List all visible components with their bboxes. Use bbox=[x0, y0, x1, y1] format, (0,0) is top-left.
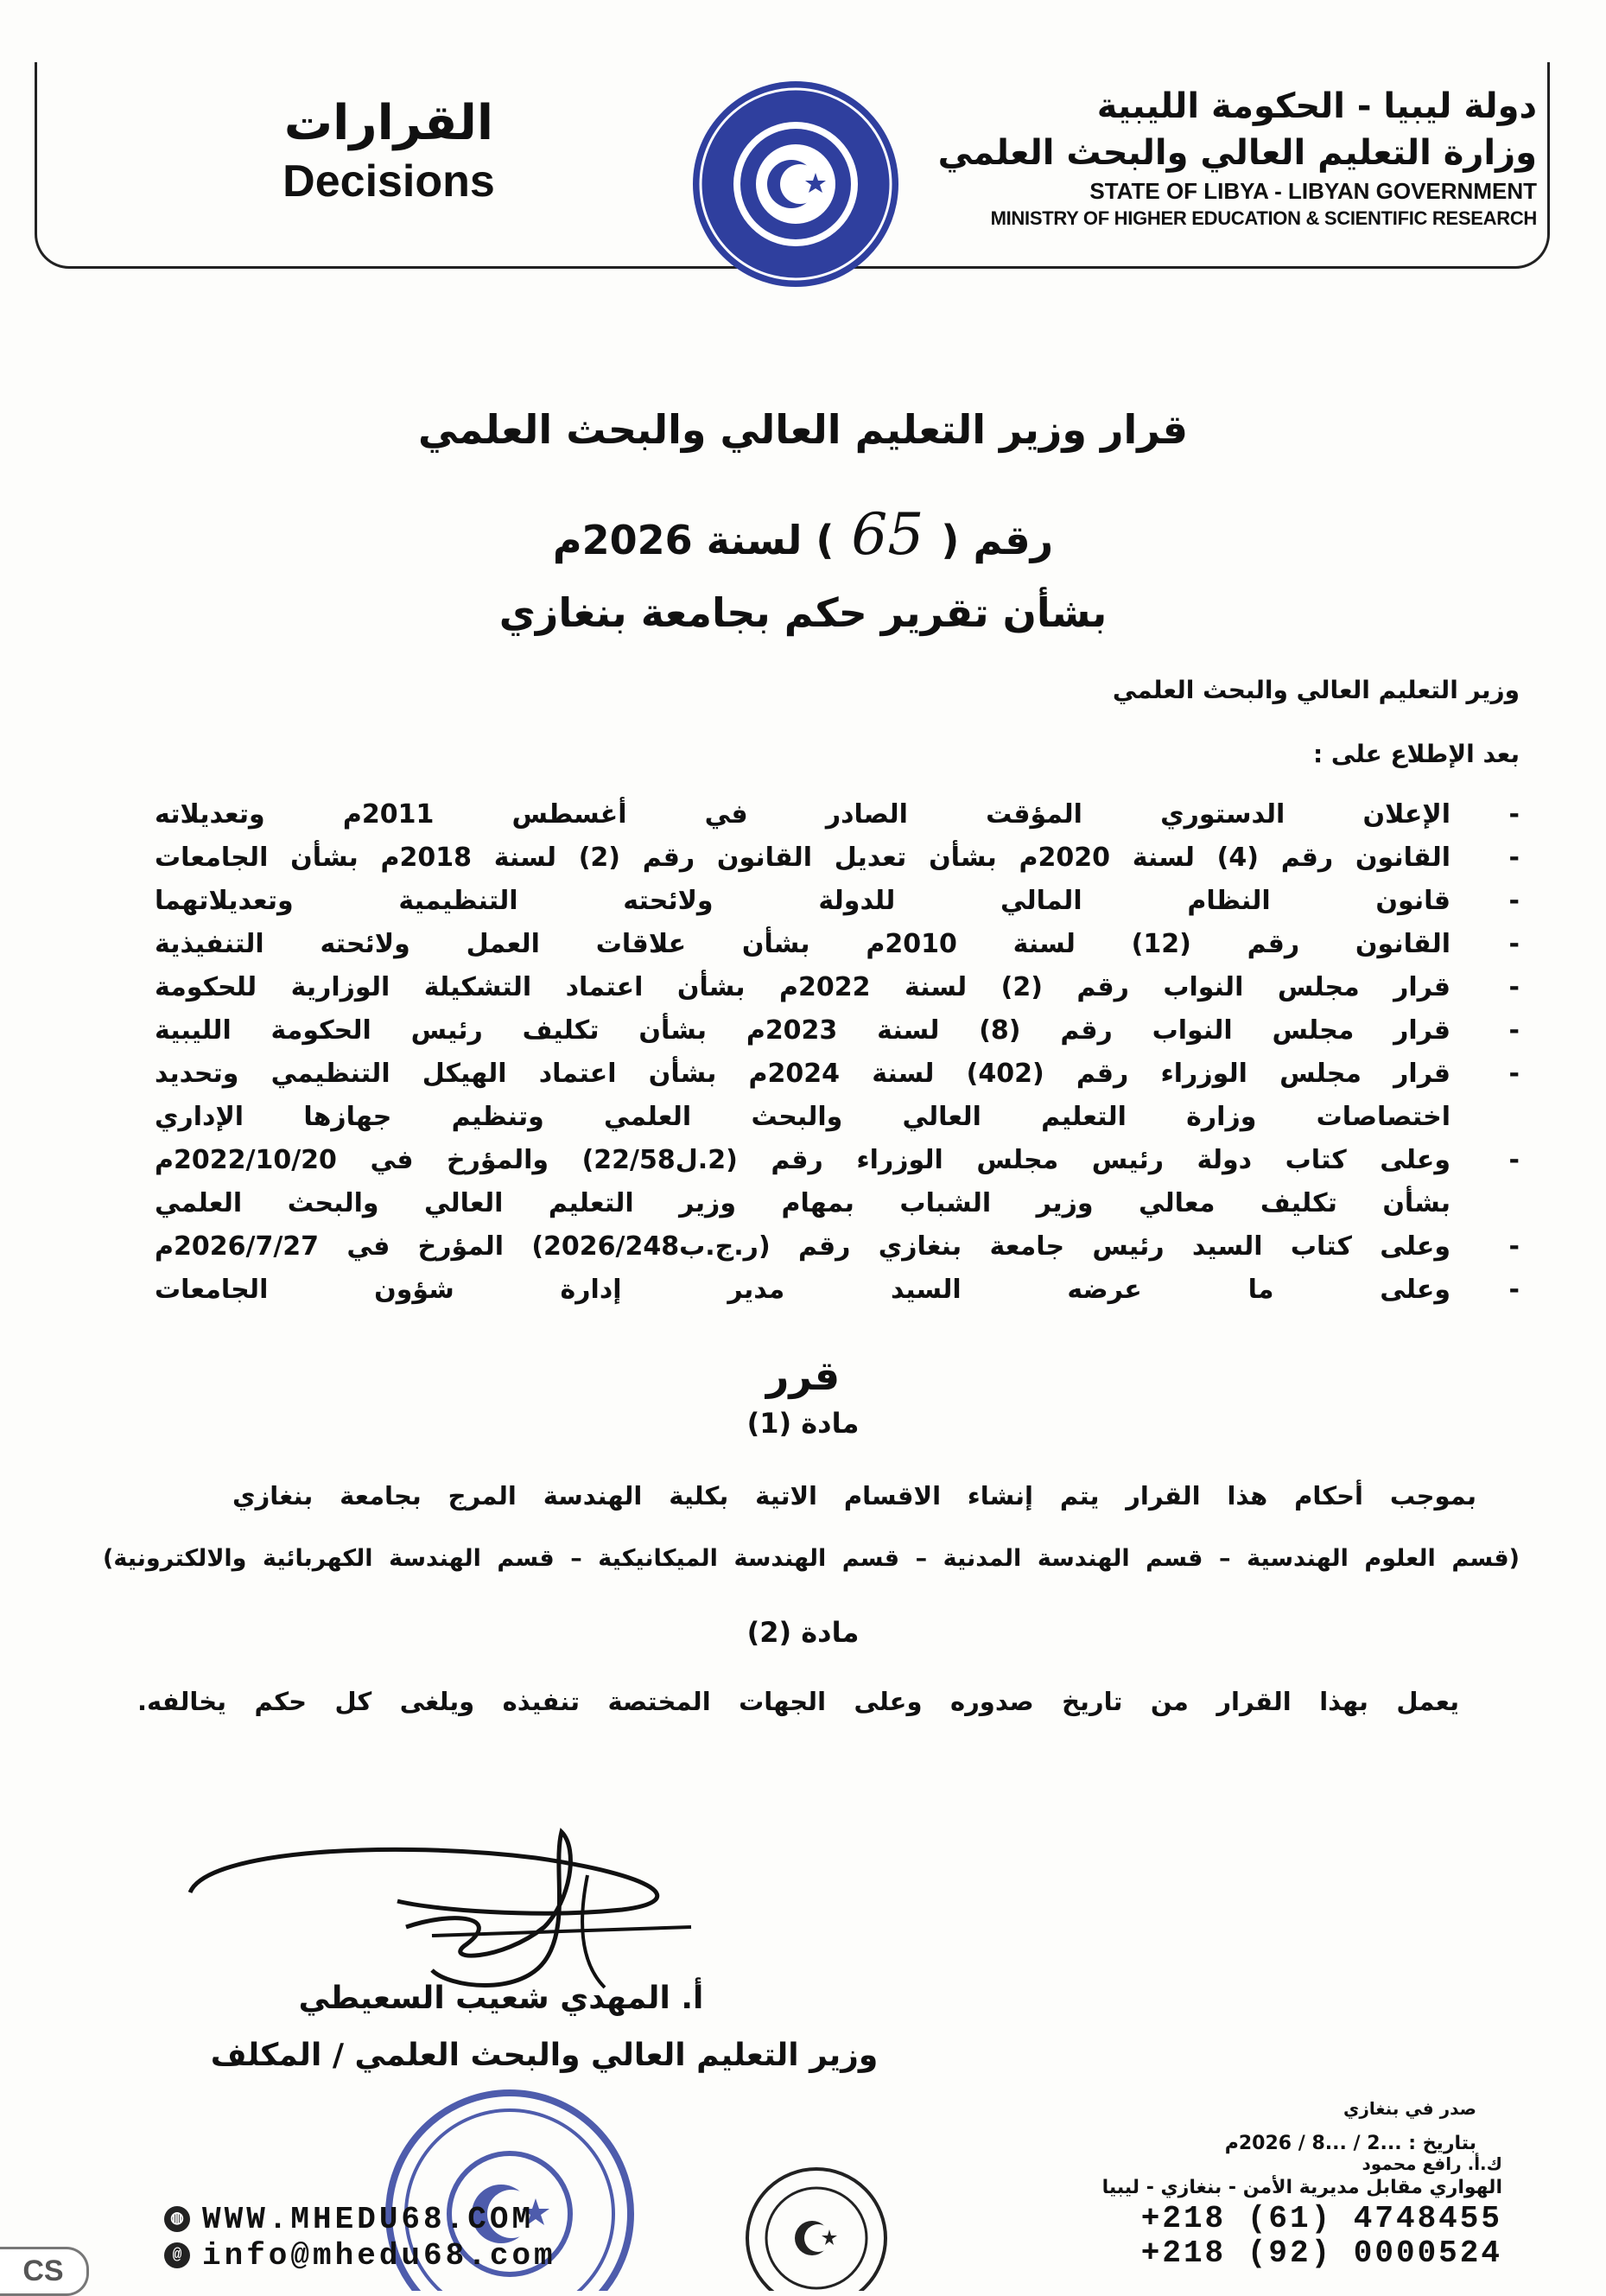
state-name-english: STATE OF LIBYA - LIBYAN GOVERNMENT bbox=[1089, 178, 1537, 204]
list-item: - القانون رقم (4) لسنة 2020م بشأن تعديل القانون رقم (2) لسنة 2018م بشأن الجامعات bbox=[155, 843, 1520, 873]
decisions-arabic: القرارات bbox=[283, 95, 494, 151]
ministry-name-english: MINISTRY OF HIGHER EDUCATION & SCIENTIFIC RESEARCH bbox=[990, 207, 1537, 229]
decisions-english: Decisions bbox=[282, 156, 495, 207]
phone-2: +218 (92) 0000524 bbox=[1140, 2236, 1502, 2271]
decision-number: 65 bbox=[851, 501, 924, 568]
list-item: - الإعلان الدستوري المؤقت الصادر في أغسطس 2011م وتعديلاته bbox=[155, 799, 1520, 830]
ministry-name-arabic: وزارة التعليم العالي والبحث العلمي bbox=[937, 133, 1537, 173]
list-item: - قانون النظام المالي للدولة ولائحته التنظيمية وتعديلاتهما bbox=[155, 886, 1520, 916]
article-1-text: بموجب أحكام هذا القرار يتم إنشاء الاقسام الاتية بكلية الهندسة المرج بجامعة بنغازي bbox=[232, 1481, 1476, 1511]
letterhead-left bbox=[233, 93, 544, 209]
decision-number-line bbox=[0, 501, 1606, 568]
signer-name: أ. المهدي شعيب السعيطي bbox=[298, 1981, 704, 2016]
scanner-badge: CS bbox=[0, 2247, 89, 2296]
email[interactable]: info@mhedu68.com bbox=[202, 2238, 556, 2274]
decision-title: قرار وزير التعليم العالي والبحث العلمي bbox=[418, 406, 1188, 453]
signer-title: وزير التعليم العالي والبحث العلمي / المكلف bbox=[210, 2038, 879, 2073]
signature-icon bbox=[173, 1797, 778, 2005]
article-2-text: يعمل بهذا القرار من تاريخ صدوره وعلى الجهات المختصة تنفيذه ويلغى كل حكم يخالفه. bbox=[137, 1687, 1459, 1716]
article-2-heading: مادة (2) bbox=[746, 1616, 860, 1649]
issued-place: صدر في بنغازي bbox=[1343, 2098, 1476, 2119]
number-prefix: رقم ( bbox=[941, 517, 1054, 563]
list-item: - قرار مجلس النواب رقم (2) لسنة 2022م بشأن اعتماد التشكيلة الوزارية للحكومة bbox=[155, 972, 1520, 1002]
references-list bbox=[155, 793, 1520, 1312]
issued-date: بتاريخ : ...2 / ...8 / 2026م bbox=[1224, 2133, 1476, 2154]
letterhead-right bbox=[915, 83, 1537, 232]
prepared-by: ك.أ. رافع محمود bbox=[1362, 2153, 1502, 2174]
address: الهواري مقابل مديرية الأمن - بنغازي - ليبيا bbox=[1101, 2177, 1502, 2198]
list-item: - قرار مجلس النواب رقم (8) لسنة 2023م بشأن تكليف رئيس الحكومة الليبية bbox=[155, 1015, 1520, 1046]
website-row bbox=[164, 2202, 556, 2238]
decision-subject: بشأن تقرير حكم بجامعة بنغازي bbox=[498, 589, 1108, 636]
list-item: - وعلى ما عرضه السيد مدير إدارة شؤون الجامعات bbox=[155, 1275, 1520, 1305]
state-name-arabic: دولة ليبيا - الحكومة الليبية bbox=[1096, 86, 1537, 126]
email-icon: @ bbox=[164, 2242, 190, 2268]
article-1-departments: (قسم العلوم الهندسية – قسم الهندسة المدنية – قسم الهندسة الميكانيكية – قسم الهندسة الكهربائية والالكترونية) bbox=[103, 1545, 1520, 1572]
footer-contacts-right bbox=[1102, 2153, 1502, 2271]
website[interactable]: WWW.MHEDU68.COM bbox=[202, 2202, 535, 2237]
list-item-continuation: بشأن تكليف معالي وزير الشباب بمهام وزير التعليم العالي والبحث العلمي bbox=[155, 1188, 1450, 1218]
after-review-line: بعد الإطلاع على : bbox=[1312, 740, 1520, 768]
email-row bbox=[164, 2238, 556, 2274]
globe-icon: ◍ bbox=[164, 2206, 190, 2232]
footer-contacts-left bbox=[164, 2202, 556, 2274]
article-1-heading: مادة (1) bbox=[746, 1407, 860, 1440]
list-item: - قرار مجلس الوزراء رقم (402) لسنة 2024م بشأن اعتماد الهيكل التنظيمي وتحديد bbox=[155, 1059, 1520, 1089]
footer-seal-icon bbox=[743, 2160, 890, 2291]
ministry-seal-icon bbox=[689, 78, 902, 290]
issuer-line: وزير التعليم العالي والبحث العلمي bbox=[1112, 676, 1520, 704]
decided-heading: قرر bbox=[765, 1352, 841, 1399]
list-item: - وعلى كتاب السيد رئيس جامعة بنغازي رقم (ر.ج.ب2026/248) المؤرخ في 2026/7/27م bbox=[155, 1231, 1520, 1262]
list-item: - وعلى كتاب دولة رئيس مجلس الوزراء رقم (2.ل22/58) والمؤرخ في 2022/10/20م bbox=[155, 1145, 1520, 1175]
list-item-continuation: اختصاصات وزارة التعليم العالي والبحث العلمي وتنظيم جهازها الإداري bbox=[155, 1102, 1450, 1132]
number-suffix: ) لسنة 2026م bbox=[552, 517, 835, 563]
list-item: - القانون رقم (12) لسنة 2010م بشأن علاقات العمل ولائحته التنفيذية bbox=[155, 929, 1520, 959]
phone-1: +218 (61) 4748455 bbox=[1140, 2201, 1502, 2236]
